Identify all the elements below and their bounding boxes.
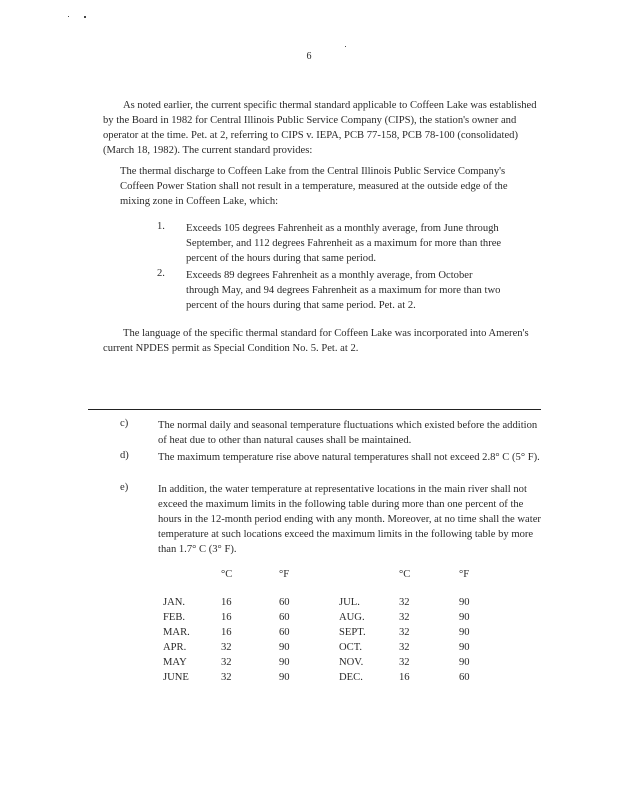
month-cell: AUG. [339, 612, 365, 623]
month-cell: NOV. [339, 657, 364, 668]
temperature-limits-table [163, 567, 499, 685]
table-header: °F [279, 569, 290, 580]
fahrenheit-cell: 60 [279, 627, 290, 638]
fahrenheit-cell: 60 [279, 612, 290, 623]
celsius-cell: 32 [221, 657, 232, 668]
fahrenheit-cell: 90 [279, 642, 290, 653]
closing-paragraph: The language of the specific thermal standard for Coffeen Lake was incorporated into Ameren's current NPDES permit as Special Condition No. 5. Pet. at 2. [103, 328, 529, 354]
table-row [163, 610, 499, 625]
table-header-blank [163, 567, 221, 582]
celsius-cell: 32 [221, 642, 232, 653]
footnote-item-text: In addition, the water temperature at representative locations in the main river shall not exceed the maximum limits in the following table during more than one percent of the hours in the 12-month period ending with any month. Moreover, at no time shall the water temperature at such locations exceed the maximum limits in the following table by more than 1.7° C (3° F). [158, 484, 541, 555]
month-cell: JUNE [163, 672, 189, 683]
quote-item-text: Exceeds 89 degrees Fahrenheit as a monthly average, from October through May, and 94 degrees Fahrenheit as a maximum for more than two percent of the hours during that same period. Pet. at 2. [186, 270, 501, 311]
month-cell: JUL. [339, 597, 360, 608]
fahrenheit-cell: 90 [459, 627, 470, 638]
quote-item-number: 1. [157, 221, 165, 232]
table-header-row [163, 567, 499, 582]
month-cell: MAR. [163, 627, 190, 638]
footnote-item-text: The maximum temperature rise above natural temperatures shall not exceed 2.8° C (5° F). [158, 452, 540, 463]
table-row [163, 640, 499, 655]
table-header: °C [221, 569, 233, 580]
footnote-item-text: The normal daily and seasonal temperature fluctuations which existed before the addition of heat due to other than natural causes shall be maintained. [158, 420, 538, 446]
celsius-cell: 16 [221, 627, 232, 638]
fahrenheit-cell: 90 [459, 597, 470, 608]
block-quote: The thermal discharge to Coffeen Lake from the Central Illinois Public Service Company's Coffeen Power Station shall not result in a temperature, measured at the outside edge of the mixing zone in Coffeen Lake, which: [120, 166, 508, 207]
celsius-cell: 16 [221, 597, 232, 608]
celsius-cell: 16 [399, 672, 410, 683]
month-cell: MAY [163, 657, 187, 668]
fahrenheit-cell: 60 [459, 672, 470, 683]
footnote-separator [88, 409, 541, 410]
fahrenheit-cell: 60 [279, 597, 290, 608]
month-cell: APR. [163, 642, 187, 653]
celsius-cell: 32 [399, 642, 410, 653]
table-header: °F [459, 569, 470, 580]
month-cell: FEB. [163, 612, 186, 623]
fahrenheit-cell: 90 [459, 642, 470, 653]
celsius-cell: 32 [399, 657, 410, 668]
scan-speck [68, 16, 69, 17]
celsius-cell: 32 [399, 597, 410, 608]
table-row [163, 595, 499, 610]
month-cell: JAN. [163, 597, 186, 608]
fahrenheit-cell: 90 [279, 672, 290, 683]
page-number: 6 [306, 51, 312, 62]
footnote-item-label: d) [120, 450, 129, 461]
month-cell: SEPT. [339, 627, 366, 638]
fahrenheit-cell: 90 [279, 657, 290, 668]
celsius-cell: 16 [221, 612, 232, 623]
celsius-cell: 32 [221, 672, 232, 683]
quote-item-number: 2. [157, 268, 165, 279]
quote-item-text: Exceeds 105 degrees Fahrenheit as a monthly average, from June through September, and 112 degrees Fahrenheit as a maximum for more than three percent of the hours during that same period. [186, 223, 502, 264]
table-header: °C [399, 569, 411, 580]
scan-speck [345, 46, 346, 47]
month-cell: OCT. [339, 642, 363, 653]
celsius-cell: 32 [399, 612, 410, 623]
table-row [163, 670, 499, 685]
intro-paragraph: As noted earlier, the current specific thermal standard applicable to Coffeen Lake was established by the Board in 1982 for Central Illinois Public Service Company (CIPS), the station's owner and operator at the time. Pet. at 2, referring to CIPS v. IEPA, PCB 77-158, PCB 78-100 (consolidated) (March 18, 1982). The current standard provides: [103, 100, 537, 156]
celsius-cell: 32 [399, 627, 410, 638]
table-header-blank [339, 567, 399, 582]
fahrenheit-cell: 90 [459, 612, 470, 623]
table-row [163, 655, 499, 670]
scan-speck [84, 16, 86, 18]
footnote-item-label: e) [120, 482, 129, 493]
fahrenheit-cell: 90 [459, 657, 470, 668]
footnote-item-label: c) [120, 418, 129, 429]
month-cell: DEC. [339, 672, 363, 683]
table-row [163, 625, 499, 640]
